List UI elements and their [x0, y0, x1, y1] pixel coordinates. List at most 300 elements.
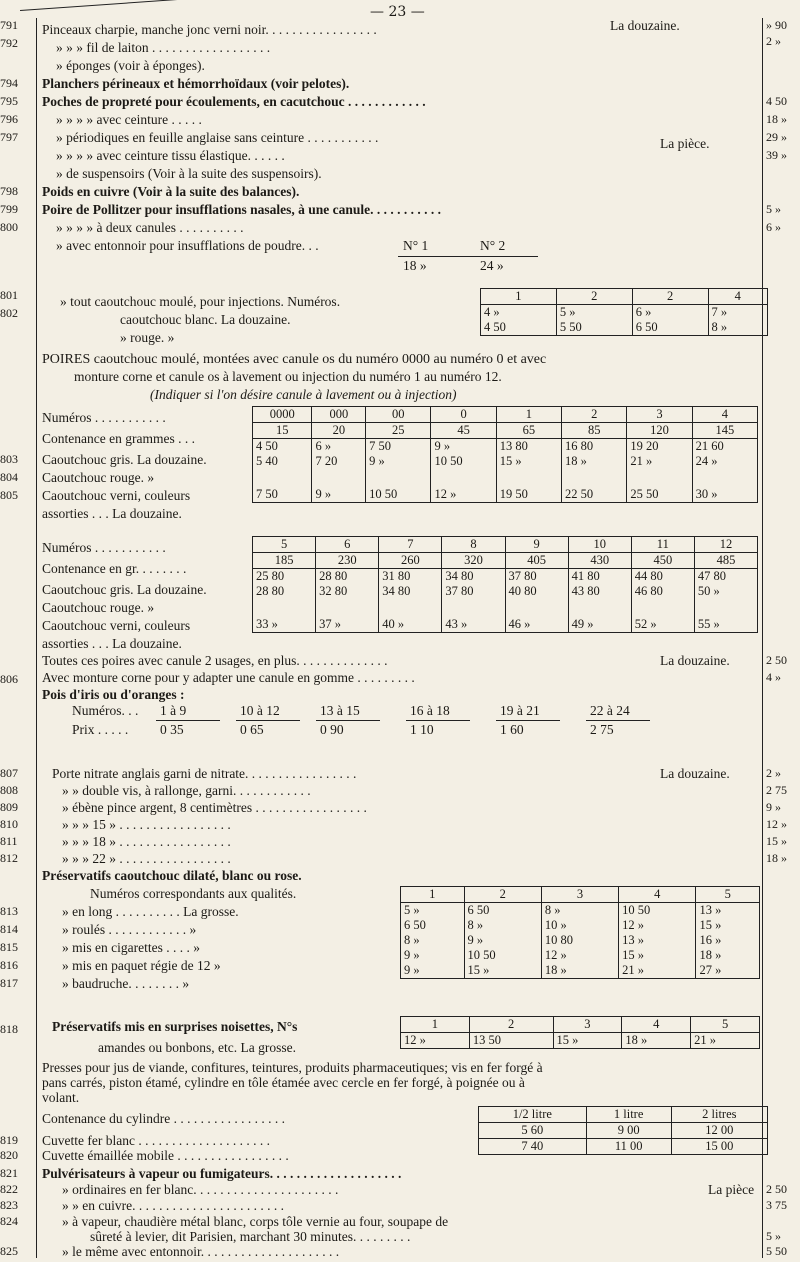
injection-head-row-cell: 2: [556, 289, 632, 305]
unit-douzaine-2: La douzaine.: [660, 653, 730, 668]
line-presses-2: pans carrés, piston étamé, cylindre en tôle étamée avec cercle en fer forgé, à poignée ou à: [42, 1075, 525, 1090]
poires-contenance-row: [253, 553, 758, 569]
catalog-number: 825: [0, 1244, 18, 1258]
line-pulv-cuivre: » » en cuivre. . . . . . . . . . . . . . . . . . . . . . .: [62, 1198, 284, 1213]
preservatifs-row-cell: 6 50: [401, 918, 465, 933]
preservatifs-row-cell: 10 »: [541, 918, 618, 933]
preservatifs-head-row-cell: 4: [619, 887, 696, 903]
catalog-number: 821: [0, 1166, 18, 1180]
surprises-price-row: [401, 1033, 760, 1049]
line-pres-numeros: Numéros correspondants aux qualités.: [90, 886, 297, 901]
presses-fer-row: [479, 1123, 768, 1139]
catalog-number: 804: [0, 470, 18, 484]
poires-b-rouge-label: Caoutchouc rouge. »: [42, 600, 155, 615]
poires-rouge-row-cell: 24 »: [692, 454, 757, 469]
preservatifs-head-row-cell: 2: [464, 887, 541, 903]
presses-email-row-cell: 7 40: [479, 1139, 587, 1155]
price: 29 »: [766, 130, 787, 144]
line-pres-long: » en long . . . . . . . . . . La grosse.: [62, 904, 239, 919]
line-pois-iris: Pois d'iris ou d'oranges :: [42, 687, 185, 702]
iris-prix-label: Prix . . . . .: [72, 722, 129, 737]
poires-numeros-row-cell: 6: [316, 537, 379, 553]
surprises-price-row-cell: 18 »: [622, 1033, 691, 1049]
price: 5 50: [766, 1244, 787, 1258]
poires-verni-row: [253, 469, 758, 503]
price: 5 »: [766, 202, 781, 216]
line-preservatifs: Préservatifs caoutchouc dilaté, blanc ou rose.: [42, 868, 302, 883]
injection-rouge-row-cell: 5 50: [556, 320, 632, 336]
poires-b-verni-label: Caoutchouc verni, couleurs: [42, 618, 191, 633]
surprises-table: [400, 1016, 760, 1049]
catalog-number: 801: [0, 288, 18, 302]
surprises-head-row-cell: 4: [622, 1017, 691, 1033]
surprises-head-row-cell: 5: [691, 1017, 760, 1033]
preservatifs-row-cell: 18 »: [541, 963, 618, 979]
iris-numero: 13 à 15: [320, 703, 360, 718]
poires-numeros-row-cell: 7: [379, 537, 442, 553]
catalog-number: 815: [0, 940, 18, 954]
poires-verni-row-cell: 33 »: [253, 599, 316, 633]
poires-contenance-row-cell: 430: [568, 553, 631, 569]
line-pres-paquet: » mis en paquet régie de 12 »: [62, 958, 221, 973]
line-deux-canules: » » » » à deux canules . . . . . . . . . .: [56, 220, 244, 235]
line-poches-ceinture: » » » » avec ceinture . . . . .: [56, 112, 202, 127]
poires-contenance-row-cell: 85: [562, 423, 627, 439]
preservatifs-row: [401, 948, 760, 963]
iris-numeros-label: Numéros. . .: [72, 703, 139, 718]
poires-gris-row-cell: 47 80: [694, 569, 757, 585]
preservatifs-row-cell: 13 »: [619, 933, 696, 948]
poires-verni-row-cell: 9 »: [312, 469, 366, 503]
injection-rouge-row-cell: 4 50: [481, 320, 557, 336]
price: 2 »: [766, 34, 781, 48]
left-margin-rule: [36, 18, 37, 1258]
poires-b-contenance-label: Contenance en gr. . . . . . . .: [42, 561, 187, 576]
poires-a-numeros-label: Numéros . . . . . . . . . . .: [42, 410, 166, 425]
line-cuvette-fer: Cuvette fer blanc . . . . . . . . . . . . . . . . . . . .: [42, 1133, 270, 1148]
price: 9 »: [766, 800, 781, 814]
catalog-number: 811: [0, 834, 18, 848]
preservatifs-row-cell: 10 80: [541, 933, 618, 948]
poires-gris-row-cell: 4 50: [253, 439, 312, 455]
preservatifs-row-cell: 10 50: [464, 948, 541, 963]
catalog-number: 822: [0, 1182, 18, 1196]
line-porte-double-vis: » » double vis, à rallonge, garni. . . . . . . . . . . .: [62, 783, 311, 798]
preservatifs-head-row: [401, 887, 760, 903]
poires-numeros-row-cell: 00: [366, 407, 431, 423]
poires-gris-row-cell: 37 80: [505, 569, 568, 585]
iris-numero: 1 à 9: [160, 703, 187, 718]
catalog-number: 797: [0, 130, 18, 144]
preservatifs-row-cell: 5 »: [401, 903, 465, 919]
line-planchers: Planchers périneaux et hémorrhoïdaux (voir pelotes).: [42, 76, 350, 91]
poires-gris-row-cell: 16 80: [562, 439, 627, 455]
iris-prix: 0 65: [240, 722, 264, 737]
price: » 90: [766, 18, 787, 32]
poires-numeros-row-cell: 4: [692, 407, 757, 423]
line-porte-ebene-22: » » » 22 » . . . . . . . . . . . . . . . . .: [62, 851, 231, 866]
poires-verni-row-cell: 49 »: [568, 599, 631, 633]
poires-contenance-row-cell: 25: [366, 423, 431, 439]
no1-label: N° 1: [403, 238, 429, 253]
price: 6 »: [766, 220, 781, 234]
line-periodiques: » périodiques en feuille anglaise sans ceinture . . . . . . . . . . .: [56, 130, 379, 145]
poires-numeros-row: [253, 407, 758, 423]
line-presses: Presses pour jus de viande, confitures, teintures, produits pharmaceutiques; vis en fer forgé à: [42, 1060, 543, 1075]
price: 2 75: [766, 783, 787, 797]
catalog-number: 802: [0, 306, 18, 320]
poires-rouge-row-cell: 5 40: [253, 454, 312, 469]
line-pulv-vapeur: » à vapeur, chaudière métal blanc, corps tôle vernie au four, soupape de: [62, 1214, 449, 1229]
catalog-number: 795: [0, 94, 18, 108]
poires-rouge-row-cell: 7 20: [312, 454, 366, 469]
poires-contenance-row-cell: 15: [253, 423, 312, 439]
surprises-price-row-cell: 15 »: [553, 1033, 622, 1049]
poires-numeros-row-cell: 12: [694, 537, 757, 553]
poires-rouge-row-cell: 28 80: [253, 584, 316, 599]
line-pulverisateurs: Pulvérisateurs à vapeur ou fumigateurs. . . . . . . . . . . . . . . . . . . .: [42, 1166, 402, 1181]
poires-rouge-row-cell: 46 80: [631, 584, 694, 599]
injection-head-row-cell: 1: [481, 289, 557, 305]
catalog-number: 817: [0, 976, 18, 990]
surprises-price-row-cell: 12 »: [401, 1033, 470, 1049]
poires-gris-row-cell: 13 80: [496, 439, 561, 455]
presses-email-row-cell: 15 00: [671, 1139, 767, 1155]
line-porte-ebene-18: » » » 18 » . . . . . . . . . . . . . . . . .: [62, 834, 231, 849]
unit-piece: La pièce.: [660, 136, 710, 151]
poires-numeros-row-cell: 000: [312, 407, 366, 423]
catalog-number: 805: [0, 488, 18, 502]
poires-rouge-row-cell: 50 »: [694, 584, 757, 599]
poires-table-a: [252, 406, 758, 503]
preservatifs-row-cell: 8 »: [464, 918, 541, 933]
price: 39 »: [766, 148, 787, 162]
line-poires-title: POIRES caoutchouc moulé, montées avec canule os du numéro 0000 au numéro 0 et avec: [42, 352, 547, 367]
injection-head-row-cell: 4: [708, 289, 767, 305]
price-no2: 24 »: [480, 258, 504, 273]
surprises-head-row: [401, 1017, 760, 1033]
poires-gris-row-cell: 19 20: [627, 439, 692, 455]
poires-contenance-row-cell: 45: [431, 423, 496, 439]
catalog-number: 798: [0, 184, 18, 198]
poires-verni-row-cell: 7 50: [253, 469, 312, 503]
iris-rule: [406, 720, 470, 721]
poires-numeros-row-cell: 11: [631, 537, 694, 553]
poires-numeros-row-cell: 9: [505, 537, 568, 553]
presses-head-row-cell: 1 litre: [586, 1107, 671, 1123]
injection-blanc-row: [481, 305, 768, 321]
poires-contenance-row-cell: 20: [312, 423, 366, 439]
line-poires-monture: monture corne et canule os à lavement ou injection du numéro 1 au numéro 12.: [74, 369, 502, 384]
poires-gris-row-cell: 34 80: [442, 569, 505, 585]
poires-verni-row-cell: 46 »: [505, 599, 568, 633]
poires-gris-row: [253, 439, 758, 455]
poires-numeros-row-cell: 2: [562, 407, 627, 423]
poires-gris-row-cell: 9 »: [431, 439, 496, 455]
injection-price-table: [480, 288, 768, 336]
poires-numeros-row-cell: 0000: [253, 407, 312, 423]
poires-verni-row-cell: 30 »: [692, 469, 757, 503]
line-eponges: » éponges (voir à éponges).: [56, 58, 205, 73]
preservatifs-row-cell: 13 »: [696, 903, 760, 919]
poires-verni-row-cell: 52 »: [631, 599, 694, 633]
poires-verni-row-cell: 12 »: [431, 469, 496, 503]
line-contenance-cylindre: Contenance du cylindre . . . . . . . . . . . . . . . . .: [42, 1111, 285, 1126]
poires-numeros-row-cell: 8: [442, 537, 505, 553]
preservatifs-table: [400, 886, 760, 979]
catalog-number: 799: [0, 202, 18, 216]
poires-numeros-row-cell: 10: [568, 537, 631, 553]
preservatifs-head-row-cell: 5: [696, 887, 760, 903]
poires-rouge-row-cell: 34 80: [379, 584, 442, 599]
line-presses-3: volant.: [42, 1090, 80, 1105]
catalog-number: 808: [0, 783, 18, 797]
poires-verni-row-cell: 37 »: [316, 599, 379, 633]
poires-gris-row: [253, 569, 758, 585]
price: 18 »: [766, 851, 787, 865]
poires-contenance-row-cell: 450: [631, 553, 694, 569]
preservatifs-row-cell: 12 »: [541, 948, 618, 963]
line-entonnoir: » avec entonnoir pour insufflations de poudre. . .: [56, 238, 319, 253]
catalog-number: 819: [0, 1133, 18, 1147]
line-poids: Poids en cuivre (Voir à la suite des balances).: [42, 184, 300, 199]
price: 4 50: [766, 94, 787, 108]
poires-contenance-row-cell: 145: [692, 423, 757, 439]
poires-numeros-row-cell: 1: [496, 407, 561, 423]
price: 5 »: [766, 1229, 781, 1243]
poires-a-gris-label: Caoutchouc gris. La douzaine.: [42, 452, 207, 467]
preservatifs-row-cell: 9 »: [401, 948, 465, 963]
preservatifs-row-cell: 15 »: [619, 948, 696, 963]
injection-head-row-cell: 2: [632, 289, 708, 305]
presses-fer-row-cell: 5 60: [479, 1123, 587, 1139]
preservatifs-row-cell: 10 50: [619, 903, 696, 919]
preservatifs-row-cell: 15 »: [696, 918, 760, 933]
catalog-number: 792: [0, 36, 18, 50]
catalog-number: 813: [0, 904, 18, 918]
poires-verni-row-cell: 22 50: [562, 469, 627, 503]
line-poire-pollitzer: Poire de Pollitzer pour insufflations nasales, à une canule. . . . . . . . . . .: [42, 202, 442, 217]
preservatifs-row: [401, 933, 760, 948]
price: 15 »: [766, 834, 787, 848]
right-margin-rule: [762, 18, 763, 1258]
injection-blanc-row-cell: 6 »: [632, 305, 708, 321]
poires-table-b: [252, 536, 758, 633]
line-pulv-entonnoir: » le même avec entonnoir. . . . . . . . . . . . . . . . . . . . .: [62, 1244, 340, 1259]
poires-a-contenance-label: Contenance en grammes . . .: [42, 431, 195, 446]
line-pulv-ordinaires: » ordinaires en fer blanc. . . . . . . . . . . . . . . . . . . . . .: [62, 1182, 339, 1197]
header-rule: [20, 0, 230, 11]
catalog-number: 791: [0, 18, 18, 32]
iris-numero: 22 à 24: [590, 703, 630, 718]
no2-label: N° 2: [480, 238, 506, 253]
poires-contenance-row-cell: 185: [253, 553, 316, 569]
iris-rule: [496, 720, 560, 721]
poires-rouge-row-cell: 21 »: [627, 454, 692, 469]
poires-rouge-row: [253, 454, 758, 469]
iris-prix: 0 90: [320, 722, 344, 737]
poires-rouge-row-cell: 15 »: [496, 454, 561, 469]
catalog-number: 816: [0, 958, 18, 972]
line-suspensoirs: » de suspensoirs (Voir à la suite des suspensoirs).: [56, 166, 322, 181]
preservatifs-row-cell: 15 »: [464, 963, 541, 979]
catalog-number: 818: [0, 1022, 18, 1036]
poires-verni-row-cell: 40 »: [379, 599, 442, 633]
poires-contenance-row-cell: 405: [505, 553, 568, 569]
line-surprises: Préservatifs mis en surprises noisettes, N°s: [52, 1019, 298, 1034]
catalog-number: 824: [0, 1214, 18, 1228]
presses-head-row-cell: 2 litres: [671, 1107, 767, 1123]
iris-numero: 19 à 21: [500, 703, 540, 718]
preservatifs-row: [401, 903, 760, 919]
poires-rouge-row-cell: 18 »: [562, 454, 627, 469]
catalog-number: 814: [0, 922, 18, 936]
line-toutes-poires: Toutes ces poires avec canule 2 usages, en plus. . . . . . . . . . . . . .: [42, 653, 388, 668]
poires-b-numeros-label: Numéros . . . . . . . . . . .: [42, 540, 166, 555]
preservatifs-row-cell: 18 »: [696, 948, 760, 963]
poires-contenance-row-cell: 65: [496, 423, 561, 439]
poires-gris-row-cell: 7 50: [366, 439, 431, 455]
preservatifs-row-cell: 8 »: [541, 903, 618, 919]
line-porte-ebene-15: » » » 15 » . . . . . . . . . . . . . . . . .: [62, 817, 231, 832]
presses-email-row: [479, 1139, 768, 1155]
poires-rouge-row-cell: 37 80: [442, 584, 505, 599]
line-pres-cigarettes: » mis en cigarettes . . . . »: [62, 940, 200, 955]
catalog-number: 812: [0, 851, 18, 865]
surprises-head-row-cell: 2: [469, 1017, 553, 1033]
preservatifs-row: [401, 963, 760, 979]
injection-blanc-row-cell: 4 »: [481, 305, 557, 321]
injection-head-row: [481, 289, 768, 305]
unit-douzaine-3: La douzaine.: [660, 766, 730, 781]
iris-rule: [316, 720, 380, 721]
poires-gris-row-cell: 21 60: [692, 439, 757, 455]
catalog-number: 809: [0, 800, 18, 814]
price: 18 »: [766, 112, 787, 126]
iris-prix: 1 60: [500, 722, 524, 737]
poires-rouge-row-cell: 40 80: [505, 584, 568, 599]
price: 2 »: [766, 766, 781, 780]
preservatifs-head-row-cell: 1: [401, 887, 465, 903]
line-porte-ebene-8: » ébène pince argent, 8 centimètres . . . . . . . . . . . . . . . . .: [62, 800, 367, 815]
poires-rouge-row-cell: 9 »: [366, 454, 431, 469]
poires-verni-row-cell: 10 50: [366, 469, 431, 503]
catalog-number: 820: [0, 1148, 18, 1162]
presses-head-row: [479, 1107, 768, 1123]
presses-head-row-cell: 1/2 litre: [479, 1107, 587, 1123]
poires-rouge-row-cell: 32 80: [316, 584, 379, 599]
catalog-number: 823: [0, 1198, 18, 1212]
poires-a-verni-label: Caoutchouc verni, couleurs: [42, 488, 191, 503]
line-pres-roules: » roulés . . . . . . . . . . . . »: [62, 922, 197, 937]
poires-numeros-row-cell: 0: [431, 407, 496, 423]
poires-verni-row-cell: 25 50: [627, 469, 692, 503]
iris-prix: 1 10: [410, 722, 434, 737]
catalog-number: 800: [0, 220, 18, 234]
poires-numeros-row-cell: 3: [627, 407, 692, 423]
price: 2 50: [766, 1182, 787, 1196]
presses-fer-row-cell: 12 00: [671, 1123, 767, 1139]
poires-contenance-row-cell: 120: [627, 423, 692, 439]
preservatifs-row-cell: 9 »: [464, 933, 541, 948]
poires-contenance-row-cell: 230: [316, 553, 379, 569]
injection-rouge-row-cell: 6 50: [632, 320, 708, 336]
preservatifs-row-cell: 16 »: [696, 933, 760, 948]
price: 3 75: [766, 1198, 787, 1212]
surprises-head-row-cell: 3: [553, 1017, 622, 1033]
preservatifs-row-cell: 21 »: [619, 963, 696, 979]
price: 4 »: [766, 670, 781, 684]
line-amandes: amandes ou bonbons, etc. La grosse.: [98, 1040, 296, 1055]
catalog-number: 810: [0, 817, 18, 831]
poires-b-assorties-label: assorties . . . La douzaine.: [42, 636, 182, 651]
poires-contenance-row-cell: 260: [379, 553, 442, 569]
poires-gris-row-cell: 41 80: [568, 569, 631, 585]
line-cuvette-emaillee: Cuvette émaillée mobile . . . . . . . . . . . . . . . . .: [42, 1148, 289, 1163]
poires-a-rouge-label: Caoutchouc rouge. »: [42, 470, 155, 485]
poires-gris-row-cell: 25 80: [253, 569, 316, 585]
injection-blanc-row-cell: 5 »: [556, 305, 632, 321]
poires-contenance-row-cell: 320: [442, 553, 505, 569]
catalog-number: 803: [0, 452, 18, 466]
price-no1: 18 »: [403, 258, 427, 273]
presses-email-row-cell: 11 00: [586, 1139, 671, 1155]
poires-a-assorties-label: assorties . . . La douzaine.: [42, 506, 182, 521]
line-poches: Poches de propreté pour écoulements, en cacutchouc . . . . . . . . . . . .: [42, 94, 426, 109]
line-poires-indiquer: (Indiquer si l'on désire canule à lavement ou à injection): [150, 387, 457, 402]
poires-gris-row-cell: 28 80: [316, 569, 379, 585]
poires-rouge-row-cell: 43 80: [568, 584, 631, 599]
line-pres-baudruche: » baudruche. . . . . . . . »: [62, 976, 190, 991]
poires-verni-row-cell: 19 50: [496, 469, 561, 503]
page-number: — 23 —: [370, 4, 425, 20]
injection-rouge-row-cell: 8 »: [708, 320, 767, 336]
poires-gris-row-cell: 31 80: [379, 569, 442, 585]
preservatifs-head-row-cell: 3: [541, 887, 618, 903]
iris-prix: 2 75: [590, 722, 614, 737]
poires-contenance-row: [253, 423, 758, 439]
price: 12 »: [766, 817, 787, 831]
surprises-head-row-cell: 1: [401, 1017, 470, 1033]
catalog-number: 807: [0, 766, 18, 780]
poires-gris-row-cell: 6 »: [312, 439, 366, 455]
iris-prix: 0 35: [160, 722, 184, 737]
preservatifs-row-cell: 27 »: [696, 963, 760, 979]
injection-rouge-row: [481, 320, 768, 336]
iris-rule: [586, 720, 650, 721]
line-periodiques-elastique: » » » » avec ceinture tissu élastique. . . . . .: [56, 148, 285, 163]
preservatifs-row-cell: 12 »: [619, 918, 696, 933]
line-porte-nitrate: Porte nitrate anglais garni de nitrate. . . . . . . . . . . . . . . . .: [52, 766, 357, 781]
line-monture-corne: Avec monture corne pour y adapter une canule en gomme . . . . . . . . .: [42, 670, 415, 685]
poires-verni-row-cell: 43 »: [442, 599, 505, 633]
iris-numero: 10 à 12: [240, 703, 280, 718]
poires-rouge-row: [253, 584, 758, 599]
poires-verni-row-cell: 55 »: [694, 599, 757, 633]
catalog-number: 806: [0, 672, 18, 686]
preservatifs-row-cell: 8 »: [401, 933, 465, 948]
line-pinceaux: Pinceaux charpie, manche jonc verni noir. . . . . . . . . . . . . . . . .: [42, 22, 377, 37]
catalog-number: 796: [0, 112, 18, 126]
price: 2 50: [766, 653, 787, 667]
poires-rouge-row-cell: 10 50: [431, 454, 496, 469]
poires-numeros-row: [253, 537, 758, 553]
iris-numero: 16 à 18: [410, 703, 450, 718]
preservatifs-row-cell: 9 »: [401, 963, 465, 979]
presses-fer-row-cell: 9 00: [586, 1123, 671, 1139]
preservatifs-row-cell: 6 50: [464, 903, 541, 919]
surprises-price-row-cell: 13 50: [469, 1033, 553, 1049]
